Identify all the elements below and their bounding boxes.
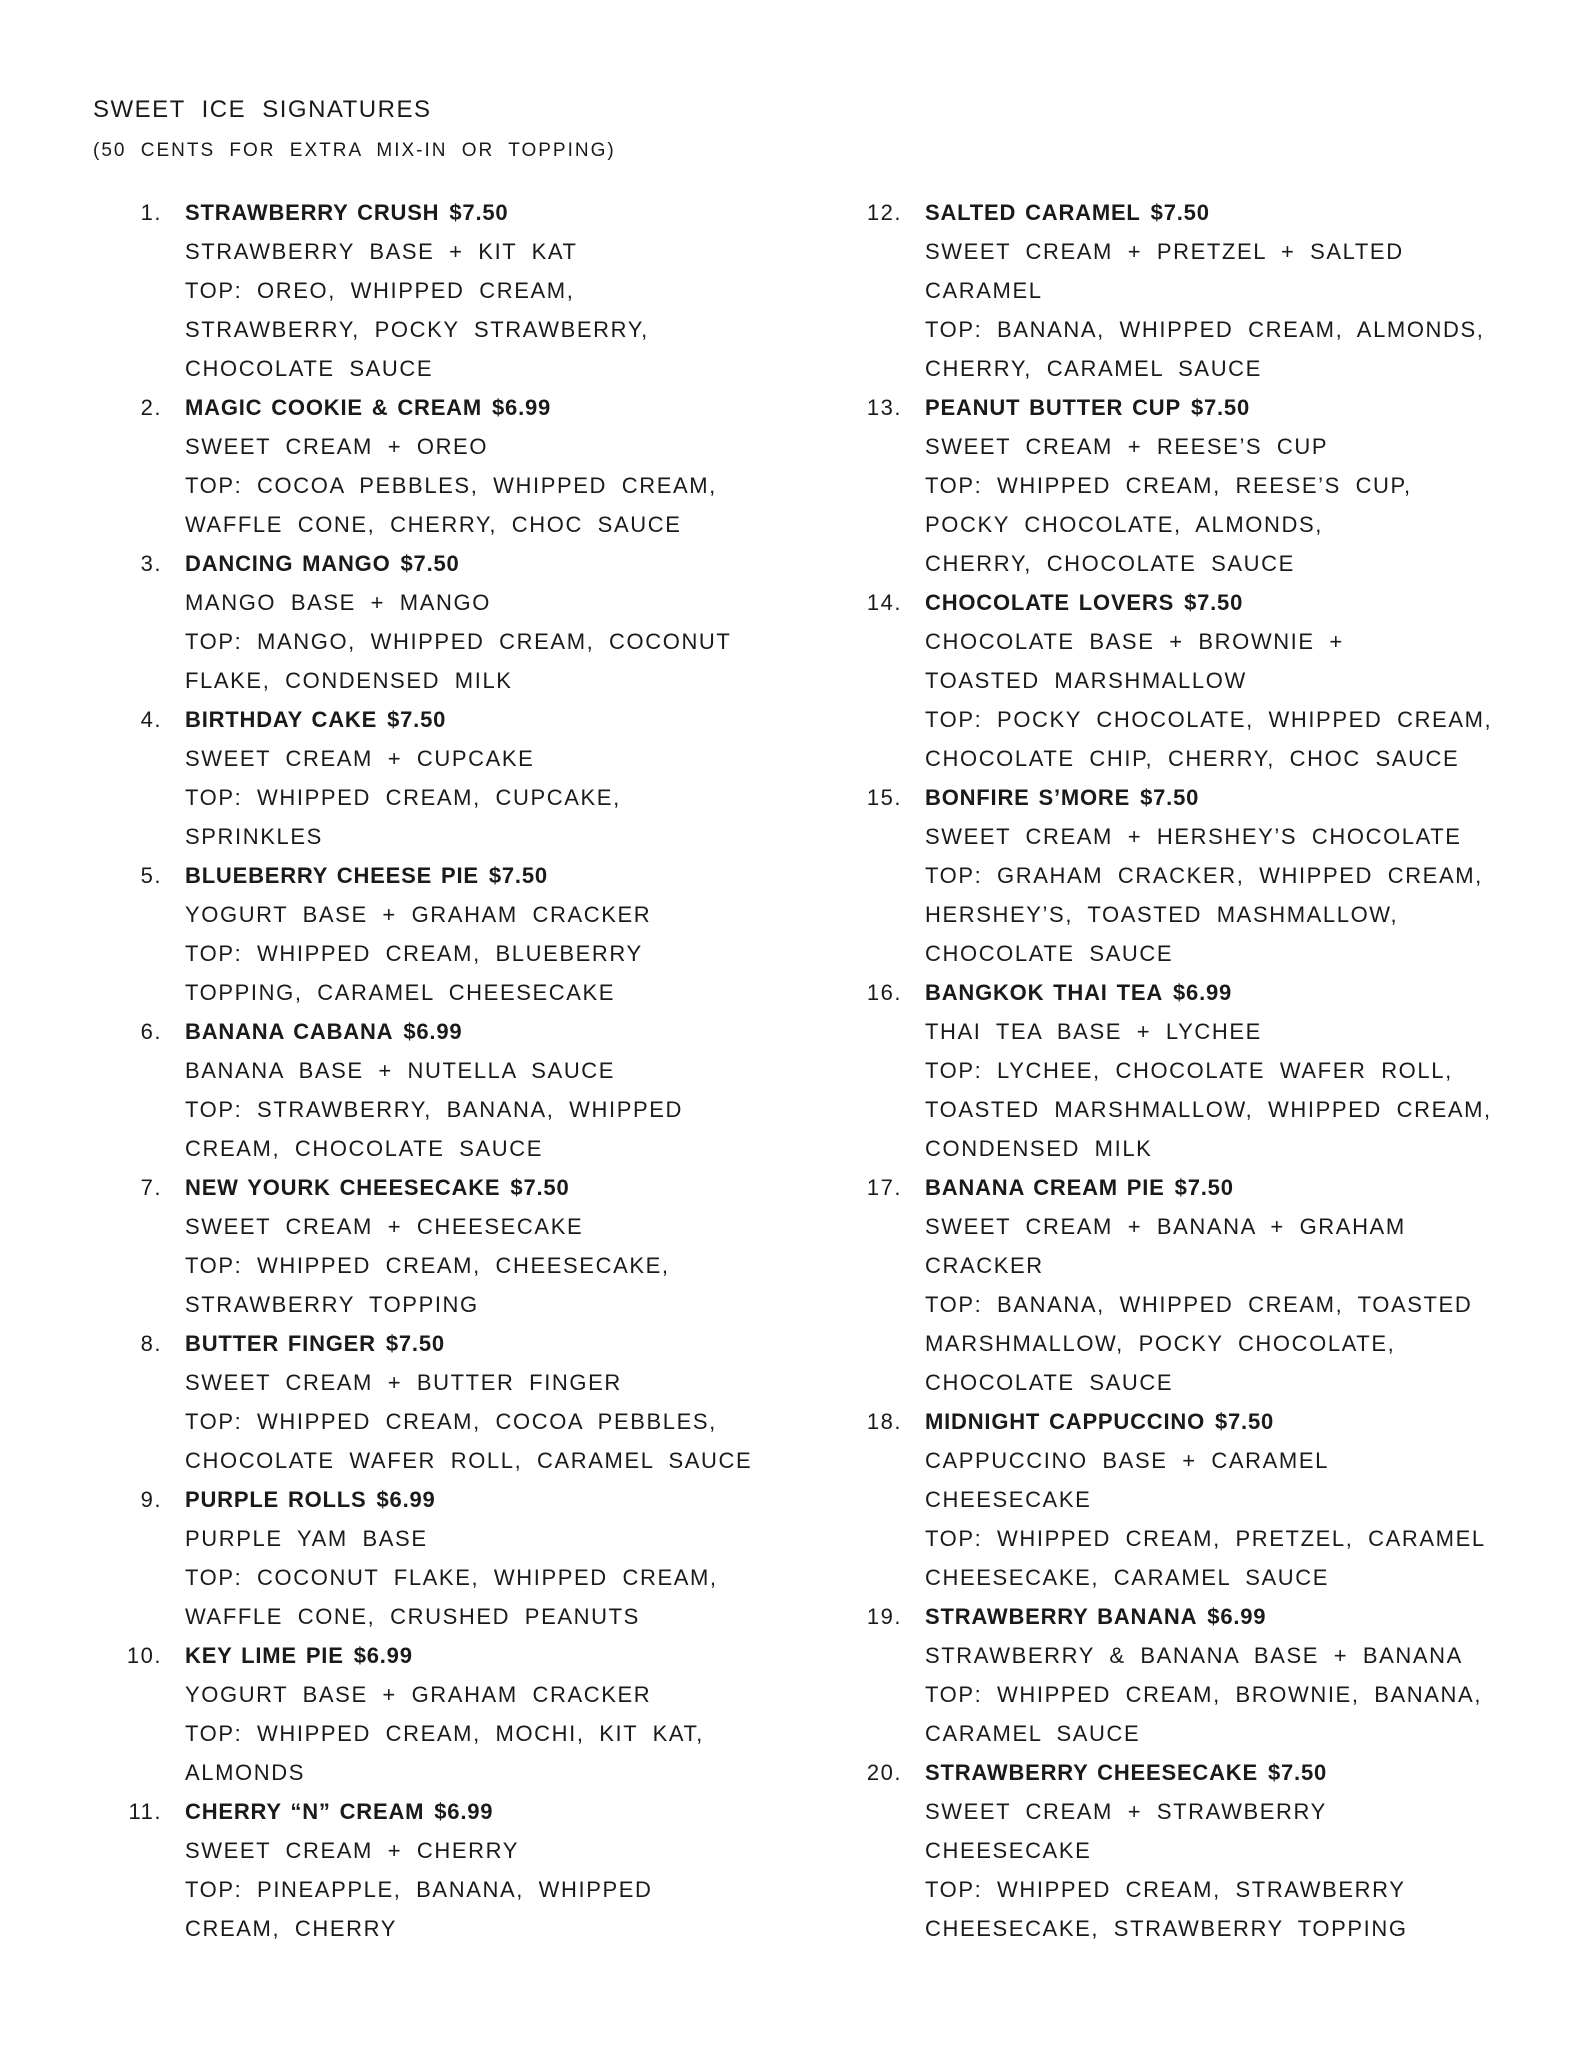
item-description-line: BANANA BASE + NUTELLA SAUCE xyxy=(185,1058,616,1083)
item-description-line: CREAM, CHOCOLATE SAUCE xyxy=(185,1136,544,1161)
item-description-line: WAFFLE CONE, CHERRY, CHOC SAUCE xyxy=(185,512,682,537)
item-name: BANANA CABANA xyxy=(185,1019,394,1044)
item-name: KEY LIME PIE xyxy=(185,1643,344,1668)
item-price: $7.50 xyxy=(1267,1760,1328,1785)
item-description-line: CARAMEL xyxy=(925,278,1043,303)
menu-item xyxy=(100,1012,760,1168)
item-description-line: YOGURT BASE + GRAHAM CRACKER xyxy=(185,1682,652,1707)
item-price: $6.99 xyxy=(376,1487,436,1512)
item-heading xyxy=(925,778,1500,817)
item-description-line: YOGURT BASE + GRAHAM CRACKER xyxy=(185,902,652,927)
item-name: STRAWBERRY CHEESECAKE xyxy=(925,1760,1258,1785)
item-name: BUTTER FINGER xyxy=(185,1331,376,1356)
item-heading xyxy=(185,388,760,427)
menu-item xyxy=(840,583,1500,778)
item-description-line: CONDENSED MILK xyxy=(925,1136,1153,1161)
item-number: 18. xyxy=(866,1409,902,1434)
item-name: DANCING MANGO xyxy=(185,551,391,576)
item-number: 8. xyxy=(140,1331,162,1356)
item-price: $6.99 xyxy=(434,1799,494,1824)
item-description-line: SWEET CREAM + PRETZEL + SALTED xyxy=(925,239,1404,264)
item-description-line: SPRINKLES xyxy=(185,824,323,849)
item-name: CHERRY “N” CREAM xyxy=(185,1799,425,1824)
item-description-line: PURPLE YAM BASE xyxy=(185,1526,428,1551)
item-description-line: SWEET CREAM + OREO xyxy=(185,434,489,459)
item-description-line: CAPPUCCINO BASE + CARAMEL xyxy=(925,1448,1329,1473)
item-number: 1. xyxy=(140,200,162,225)
item-name: BIRTHDAY CAKE xyxy=(185,707,378,732)
item-heading xyxy=(185,700,760,739)
item-description-line: SWEET CREAM + STRAWBERRY xyxy=(925,1799,1327,1824)
item-price: $7.50 xyxy=(400,551,460,576)
menu-item xyxy=(840,1402,1500,1597)
item-description-line: SWEET CREAM + REESE’S CUP xyxy=(925,434,1329,459)
menu-item xyxy=(840,193,1500,388)
menu-item xyxy=(100,1324,760,1480)
item-description-line: TOP: COCOA PEBBLES, WHIPPED CREAM, xyxy=(185,473,717,498)
menu-item xyxy=(100,1168,760,1324)
item-description-line: SWEET CREAM + BUTTER FINGER xyxy=(185,1370,622,1395)
item-heading xyxy=(185,1636,760,1675)
item-number: 4. xyxy=(140,707,162,732)
item-number: 19. xyxy=(866,1604,902,1629)
item-price: $7.50 xyxy=(1140,785,1200,810)
item-number: 7. xyxy=(140,1175,162,1200)
item-description-line: CHOCOLATE BASE + BROWNIE + xyxy=(925,629,1344,654)
item-number: 9. xyxy=(140,1487,162,1512)
item-description-line: CHOCOLATE SAUCE xyxy=(925,1370,1174,1395)
menu-item xyxy=(100,544,760,700)
item-heading xyxy=(925,1402,1500,1441)
item-description-line: SWEET CREAM + HERSHEY’S CHOCOLATE xyxy=(925,824,1462,849)
item-description-line: POCKY CHOCOLATE, ALMONDS, xyxy=(925,512,1323,537)
item-description-line: CHERRY, CARAMEL SAUCE xyxy=(925,356,1262,381)
menu-item xyxy=(840,973,1500,1168)
item-price: $6.99 xyxy=(492,395,552,420)
item-description-line: CHEESECAKE xyxy=(925,1838,1092,1863)
item-description-line: MARSHMALLOW, POCKY CHOCOLATE, xyxy=(925,1331,1396,1356)
menu-item xyxy=(100,856,760,1012)
item-name: NEW YOURK CHEESECAKE xyxy=(185,1175,501,1200)
item-heading xyxy=(185,856,760,895)
item-description-line: SWEET CREAM + CHEESECAKE xyxy=(185,1214,584,1239)
item-number: 20. xyxy=(866,1760,902,1785)
item-price: $7.50 xyxy=(1184,590,1244,615)
item-price: $6.99 xyxy=(1173,980,1233,1005)
item-number: 11. xyxy=(128,1799,162,1824)
item-description-line: TOASTED MARSHMALLOW, WHIPPED CREAM, xyxy=(925,1097,1492,1122)
item-price: $7.50 xyxy=(1174,1175,1234,1200)
item-description-line: CHEESECAKE, CARAMEL SAUCE xyxy=(925,1565,1330,1590)
item-name: STRAWBERRY CRUSH xyxy=(185,200,440,225)
item-description-line: WAFFLE CONE, CRUSHED PEANUTS xyxy=(185,1604,640,1629)
item-name: MAGIC COOKIE & CREAM xyxy=(185,395,482,420)
item-description-line: TOPPING, CARAMEL CHEESECAKE xyxy=(185,980,616,1005)
item-name: SALTED CARAMEL xyxy=(925,200,1141,225)
item-description-line: CREAM, CHERRY xyxy=(185,1916,397,1941)
menu-item xyxy=(100,1480,760,1636)
item-description-line: STRAWBERRY, POCKY STRAWBERRY, xyxy=(185,317,649,342)
item-heading xyxy=(185,193,760,232)
item-price: $6.99 xyxy=(353,1643,413,1668)
item-description-line: THAI TEA BASE + LYCHEE xyxy=(925,1019,1262,1044)
item-name: BANGKOK THAI TEA xyxy=(925,980,1164,1005)
item-number: 16. xyxy=(866,980,902,1005)
item-description-line: TOP: OREO, WHIPPED CREAM, xyxy=(185,278,575,303)
item-heading xyxy=(925,193,1500,232)
item-description-line: SWEET CREAM + CHERRY xyxy=(185,1838,519,1863)
item-heading xyxy=(925,388,1500,427)
item-description-line: STRAWBERRY BASE + KIT KAT xyxy=(185,239,578,264)
item-name: STRAWBERRY BANANA xyxy=(925,1604,1198,1629)
item-price: $6.99 xyxy=(403,1019,463,1044)
menu-column-right xyxy=(840,193,1500,1948)
item-description-line: CHOCOLATE WAFER ROLL, CARAMEL SAUCE xyxy=(185,1448,753,1473)
menu-item xyxy=(100,193,760,388)
item-description-line: CHEESECAKE xyxy=(925,1487,1092,1512)
item-name: CHOCOLATE LOVERS xyxy=(925,590,1175,615)
item-price: $7.50 xyxy=(510,1175,570,1200)
item-number: 14. xyxy=(866,590,902,615)
item-number: 15. xyxy=(866,785,902,810)
item-description-line: TOP: GRAHAM CRACKER, WHIPPED CREAM, xyxy=(925,863,1483,888)
menu-column-left xyxy=(100,193,760,1948)
menu-item xyxy=(100,1792,760,1948)
item-price: $6.99 xyxy=(1207,1604,1267,1629)
menu-item xyxy=(100,1636,760,1792)
menu-title: SWEET ICE SIGNATURES xyxy=(93,96,432,123)
item-description-line: FLAKE, CONDENSED MILK xyxy=(185,668,513,693)
item-heading xyxy=(925,973,1500,1012)
item-description-line: TOP: POCKY CHOCOLATE, WHIPPED CREAM, xyxy=(925,707,1493,732)
item-description-line: TOP: PINEAPPLE, BANANA, WHIPPED xyxy=(185,1877,653,1902)
item-description-line: TOP: COCONUT FLAKE, WHIPPED CREAM, xyxy=(185,1565,718,1590)
item-price: $7.50 xyxy=(1150,200,1210,225)
menu-item xyxy=(840,1753,1500,1948)
item-heading xyxy=(925,1168,1500,1207)
item-description-line: TOP: WHIPPED CREAM, REESE’S CUP, xyxy=(925,473,1412,498)
item-name: PURPLE ROLLS xyxy=(185,1487,367,1512)
item-price: $7.50 xyxy=(387,707,447,732)
item-heading xyxy=(925,583,1500,622)
item-description-line: TOP: STRAWBERRY, BANANA, WHIPPED xyxy=(185,1097,684,1122)
menu-item xyxy=(840,388,1500,583)
item-heading xyxy=(185,1792,760,1831)
item-number: 13. xyxy=(866,395,902,420)
item-description-line: TOP: BANANA, WHIPPED CREAM, TOASTED xyxy=(925,1292,1473,1317)
item-number: 12. xyxy=(866,200,902,225)
item-description-line: TOP: BANANA, WHIPPED CREAM, ALMONDS, xyxy=(925,317,1485,342)
item-name: MIDNIGHT CAPPUCCINO xyxy=(925,1409,1205,1434)
item-price: $7.50 xyxy=(449,200,509,225)
menu-item xyxy=(840,1597,1500,1753)
item-price: $7.50 xyxy=(488,863,548,888)
item-name: PEANUT BUTTER CUP xyxy=(925,395,1181,420)
menu-note: (50 CENTS FOR EXTRA MIX-IN OR TOPPING) xyxy=(93,140,616,161)
item-price: $7.50 xyxy=(1214,1409,1275,1434)
item-number: 2. xyxy=(140,395,162,420)
menu-item xyxy=(100,700,760,856)
item-price: $7.50 xyxy=(385,1331,445,1356)
item-description-line: CRACKER xyxy=(925,1253,1044,1278)
item-name: BANANA CREAM PIE xyxy=(925,1175,1165,1200)
item-description-line: HERSHEY’S, TOASTED MASHMALLOW, xyxy=(925,902,1399,927)
item-description-line: TOP: WHIPPED CREAM, MOCHI, KIT KAT, xyxy=(185,1721,704,1746)
item-description-line: CHERRY, CHOCOLATE SAUCE xyxy=(925,551,1295,576)
item-name: BONFIRE S’MORE xyxy=(925,785,1131,810)
item-number: 17. xyxy=(866,1175,902,1200)
item-description-line: STRAWBERRY TOPPING xyxy=(185,1292,479,1317)
item-name: BLUEBERRY CHEESE PIE xyxy=(185,863,479,888)
item-description-line: TOP: MANGO, WHIPPED CREAM, COCONUT xyxy=(185,629,732,654)
item-number: 10. xyxy=(126,1643,162,1668)
item-description-line: TOP: WHIPPED CREAM, BLUEBERRY xyxy=(185,941,643,966)
item-description-line: TOP: WHIPPED CREAM, BROWNIE, BANANA, xyxy=(925,1682,1483,1707)
item-description-line: TOP: WHIPPED CREAM, CHEESECAKE, xyxy=(185,1253,670,1278)
item-heading xyxy=(185,544,760,583)
item-description-line: SWEET CREAM + BANANA + GRAHAM xyxy=(925,1214,1406,1239)
item-description-line: CARAMEL SAUCE xyxy=(925,1721,1141,1746)
item-description-line: TOP: WHIPPED CREAM, PRETZEL, CARAMEL xyxy=(925,1526,1486,1551)
item-number: 6. xyxy=(140,1019,162,1044)
item-heading xyxy=(185,1168,760,1207)
item-heading xyxy=(185,1012,760,1051)
item-description-line: SWEET CREAM + CUPCAKE xyxy=(185,746,535,771)
item-description-line: STRAWBERRY & BANANA BASE + BANANA xyxy=(925,1643,1463,1668)
item-description-line: TOP: WHIPPED CREAM, STRAWBERRY xyxy=(925,1877,1406,1902)
item-description-line: TOP: WHIPPED CREAM, CUPCAKE, xyxy=(185,785,621,810)
menu-item xyxy=(100,388,760,544)
item-description-line: CHOCOLATE CHIP, CHERRY, CHOC SAUCE xyxy=(925,746,1460,771)
item-heading xyxy=(925,1753,1500,1792)
item-number: 3. xyxy=(140,551,162,576)
item-description-line: MANGO BASE + MANGO xyxy=(185,590,491,615)
item-description-line: CHOCOLATE SAUCE xyxy=(925,941,1174,966)
item-description-line: TOP: WHIPPED CREAM, COCOA PEBBLES, xyxy=(185,1409,717,1434)
item-description-line: CHEESECAKE, STRAWBERRY TOPPING xyxy=(925,1916,1408,1941)
menu-item xyxy=(840,778,1500,973)
item-description-line: CHOCOLATE SAUCE xyxy=(185,356,434,381)
item-heading xyxy=(185,1324,760,1363)
menu-item xyxy=(840,1168,1500,1402)
item-number: 5. xyxy=(140,863,162,888)
item-heading xyxy=(925,1597,1500,1636)
item-description-line: TOP: LYCHEE, CHOCOLATE WAFER ROLL, xyxy=(925,1058,1453,1083)
item-description-line: TOASTED MARSHMALLOW xyxy=(925,668,1247,693)
item-description-line: ALMONDS xyxy=(185,1760,305,1785)
item-heading xyxy=(185,1480,760,1519)
item-price: $7.50 xyxy=(1190,395,1250,420)
